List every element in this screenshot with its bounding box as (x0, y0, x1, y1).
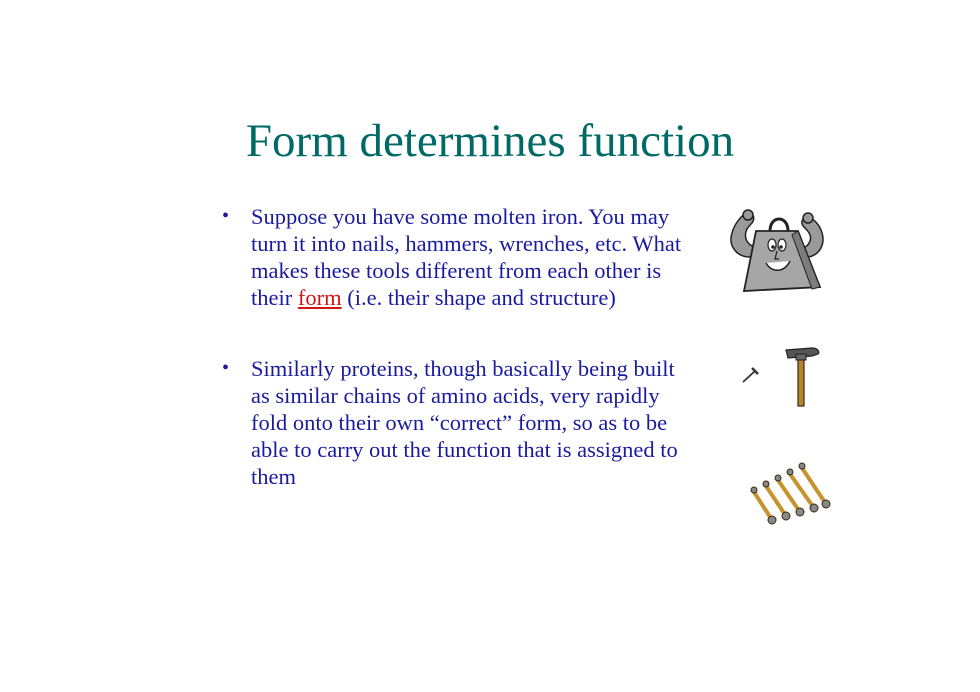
bullet-item-molten-iron (222, 203, 692, 311)
bullet-marker: • (222, 357, 230, 379)
slide-title: Form determines function (245, 115, 735, 167)
bullet-marker: • (222, 205, 230, 227)
hammer-icon (782, 344, 822, 412)
bullet-text-part: (i.e. their shape and structure) (341, 285, 616, 310)
bullet-list (222, 203, 692, 490)
form-highlight: form (297, 285, 342, 310)
bullet-text-part: Suppose you have some molten iron. You may turn it into nails, hammers, wrenches, etc. What makes these tools different from each other is their (251, 204, 682, 310)
bullet-item-proteins (222, 355, 692, 490)
strong-iron-weight-icon (722, 205, 834, 297)
nail-icon (740, 364, 762, 386)
bullet-text: Similarly proteins, though basically being built as similar chains of amino acids, very rapidly fold onto their own “correct” form, so as to be able to carry out the function that is assigned to them (251, 356, 678, 489)
wrenches-icon (744, 446, 834, 526)
